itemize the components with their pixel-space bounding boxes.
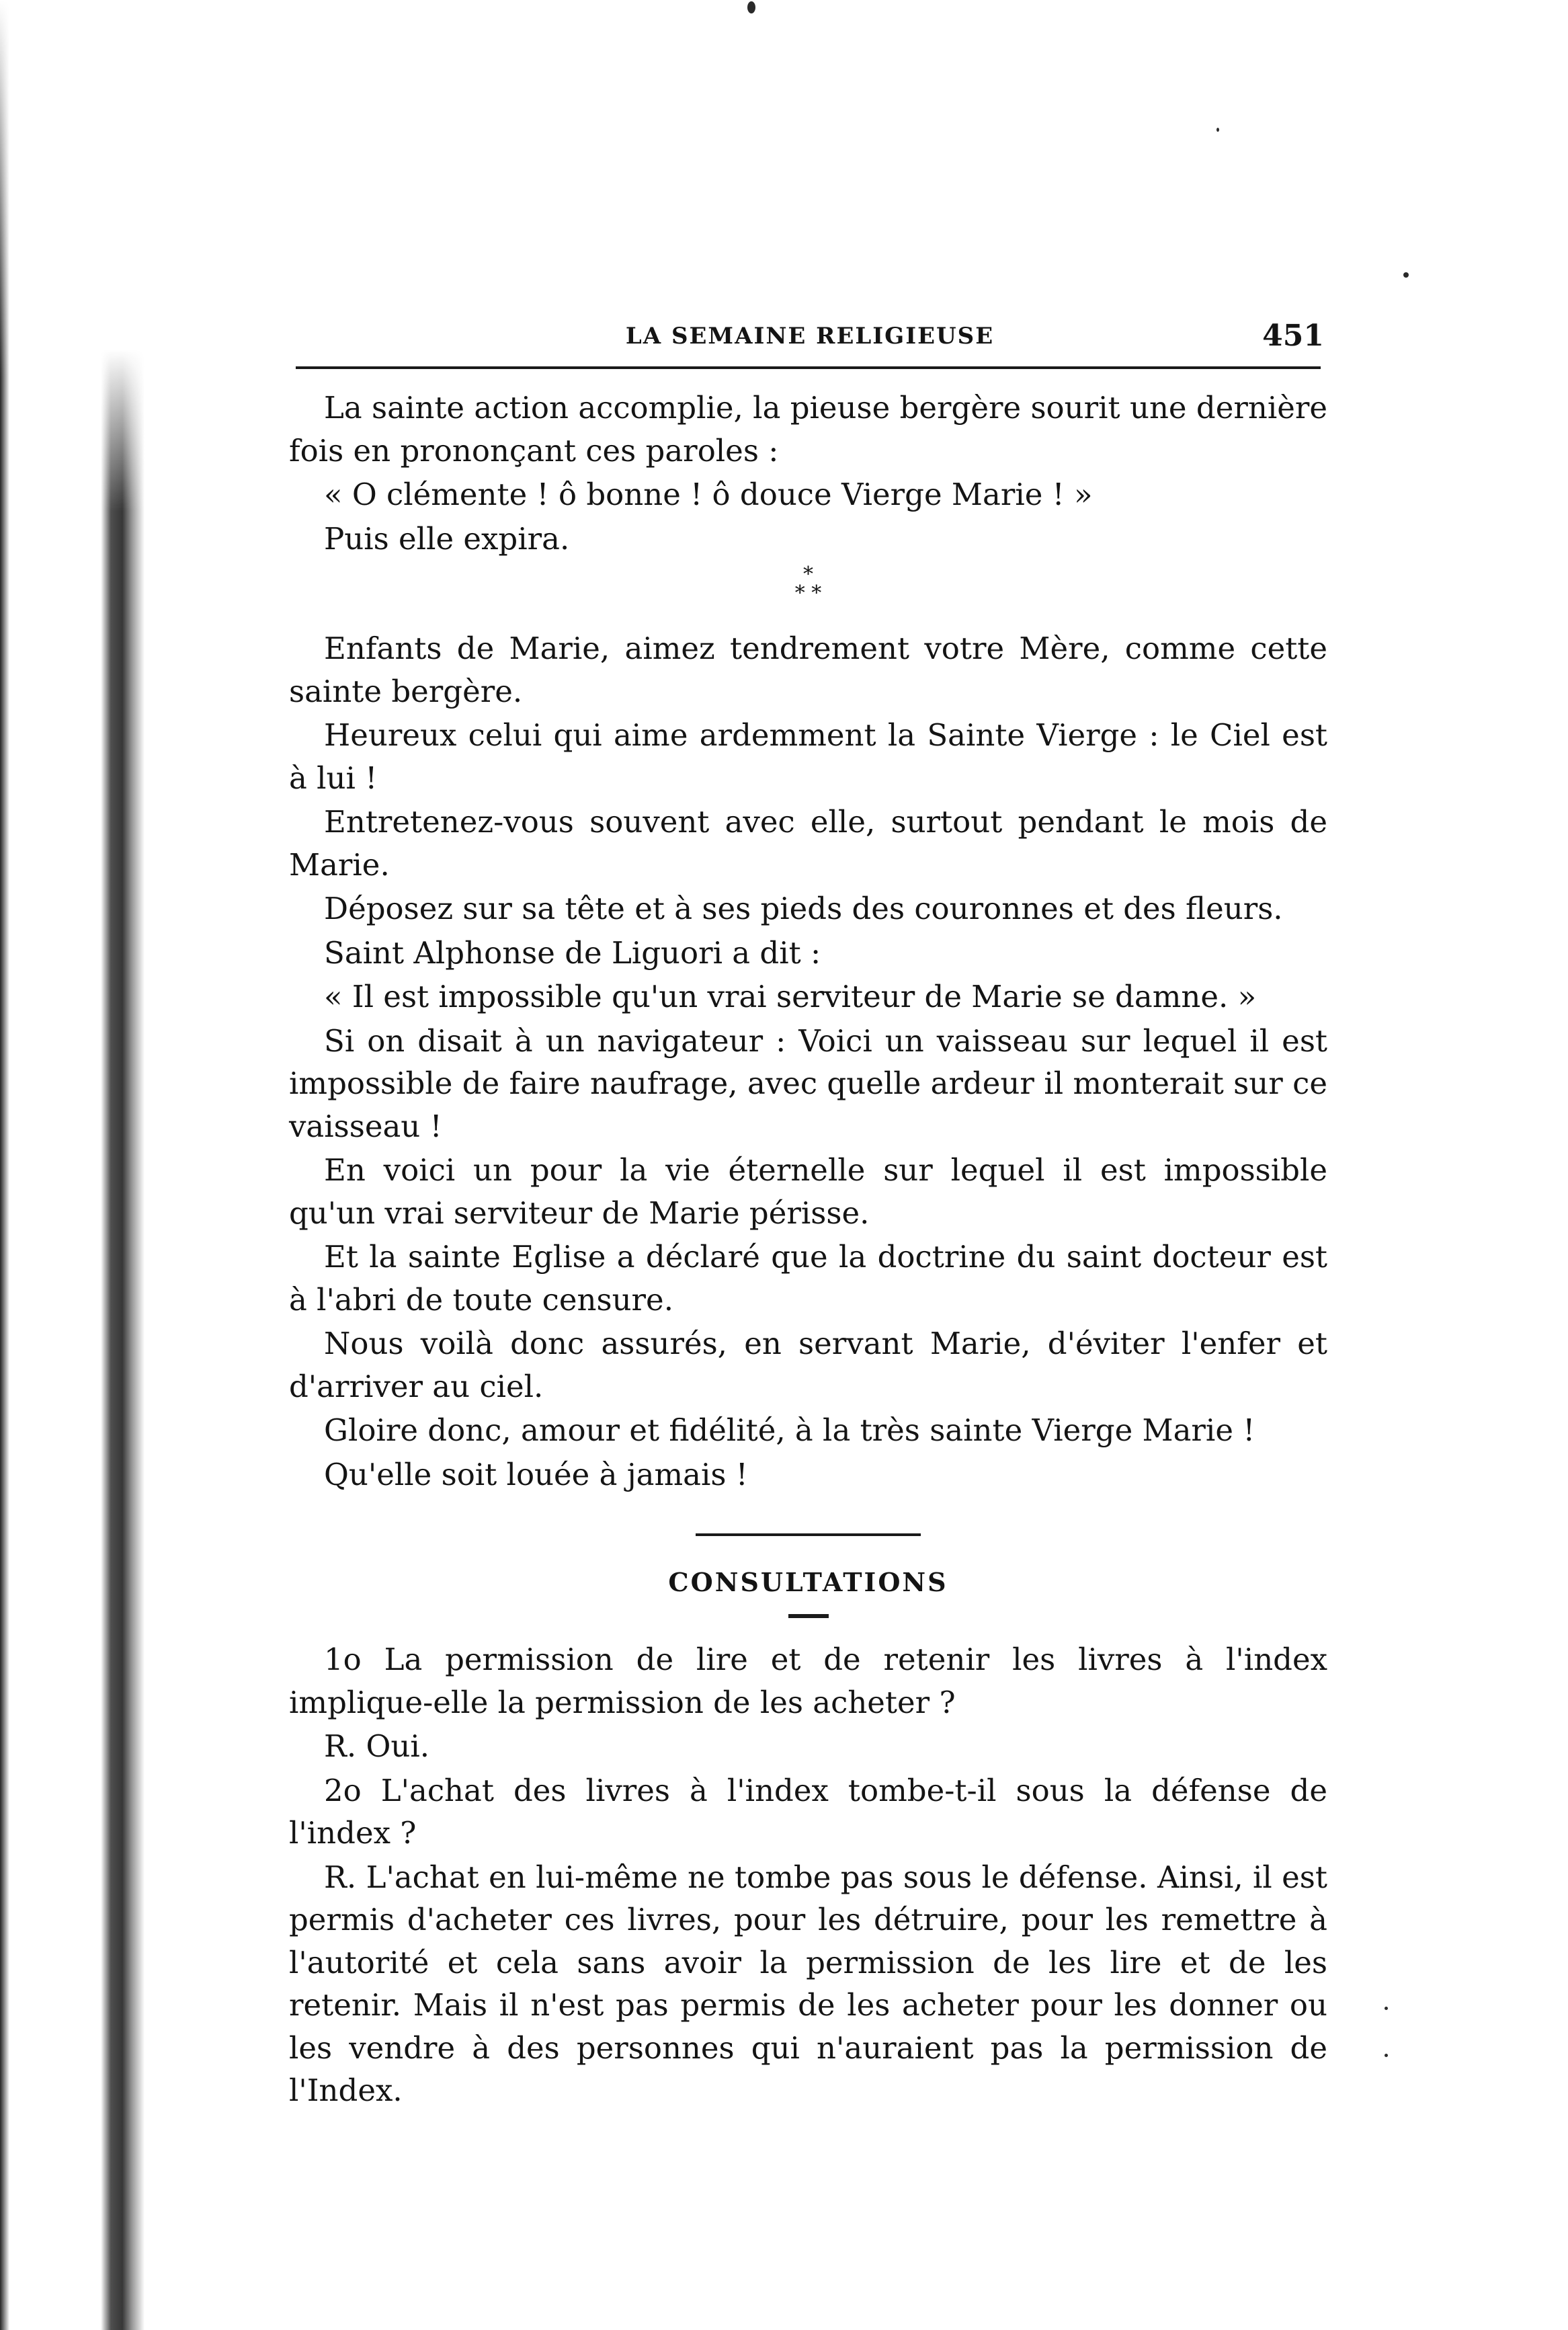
asterism (289, 561, 1327, 627)
paragraph: Et la sainte Eglise a déclaré que la doctrine du saint docteur est à l'abri de toute censure. (289, 1239, 1327, 1318)
scan-speck (747, 1, 755, 13)
quotation: « Il est impossible qu'un vrai serviteur de Marie se damne. » (324, 979, 1257, 1014)
binding-shadow (0, 0, 161, 2330)
asterism-top: * (803, 563, 813, 586)
section-heading: CONSULTATIONS (668, 1567, 948, 1597)
paragraph: Puis elle expira. (324, 520, 570, 557)
paragraph: Entretenez-vous souvent avec elle, surtout pendant le mois de Marie. (289, 804, 1327, 883)
paragraph: Saint Alphonse de Liguori a dit : (324, 934, 821, 971)
page-body (289, 387, 1327, 2114)
paragraph: « O clémente ! ô bonne ! ô douce Vierge Marie ! » (324, 477, 1093, 512)
page-number: 451 (1262, 319, 1324, 353)
answer: R. L'achat en lui-même ne tombe pas sous le défense. Ainsi, il est permis d'acheter ces livres, pour les détruire, pour les remettre à l'autorité et cela sans avoir la permission de les lire et de les retenir. Mais il n'est pas permis de les acheter pour les donner ou les vendre à des personnes qui n'auraient pas la permission de l'Index. (289, 1859, 1327, 2108)
paragraph: Si on disait à un navigateur : Voici un vaisseau sur lequel il est impossible de faire naufrage, avec quelle ardeur il monterait sur ce vaisseau ! (289, 1022, 1327, 1144)
binding-edge (0, 0, 9, 2330)
heading-dash (788, 1614, 829, 1618)
paragraph: Gloire donc, amour et fidélité, à la très sainte Vierge Marie ! (324, 1412, 1255, 1448)
paragraph: La sainte action accomplie, la pieuse bergère sourit une dernière fois en prononçant ces paroles : (289, 390, 1327, 469)
scan-speck (1216, 128, 1219, 132)
paragraph: Heureux celui qui aime ardemment la Sainte Vierge : le Ciel est à lui ! (289, 717, 1327, 796)
scan-speck (1385, 2054, 1388, 2057)
paragraph: En voici un pour la vie éternelle sur lequel il est impossible qu'un vrai serviteur de Marie périsse. (289, 1152, 1327, 1231)
running-head: LA SEMAINE RELIGIEUSE (625, 323, 995, 350)
scan-speck (1403, 272, 1409, 278)
asterism-bottom: * * (794, 581, 822, 605)
scan-speck (1385, 2007, 1388, 2010)
paragraph: Qu'elle soit louée à jamais ! (324, 1456, 748, 1492)
question: 2o L'achat des livres à l'index tombe-t-il sous la défense de l'index ? (289, 1772, 1327, 1851)
header-rule (296, 366, 1321, 369)
paragraph: Nous voilà donc assurés, en servant Marie, d'éviter l'enfer et d'arriver au ciel. (289, 1326, 1327, 1404)
paragraph: Déposez sur sa tête et à ses pieds des couronnes et des fleurs. (324, 891, 1283, 926)
answer: R. Oui. (324, 1728, 430, 1764)
paragraph: Enfants de Marie, aimez tendrement votre Mère, comme cette sainte bergère. (289, 631, 1327, 709)
page-header (296, 316, 1324, 356)
question: 1o La permission de lire et de retenir les livres à l'index implique-elle la permission de les acheter ? (289, 1642, 1327, 1720)
section-divider (696, 1533, 921, 1536)
